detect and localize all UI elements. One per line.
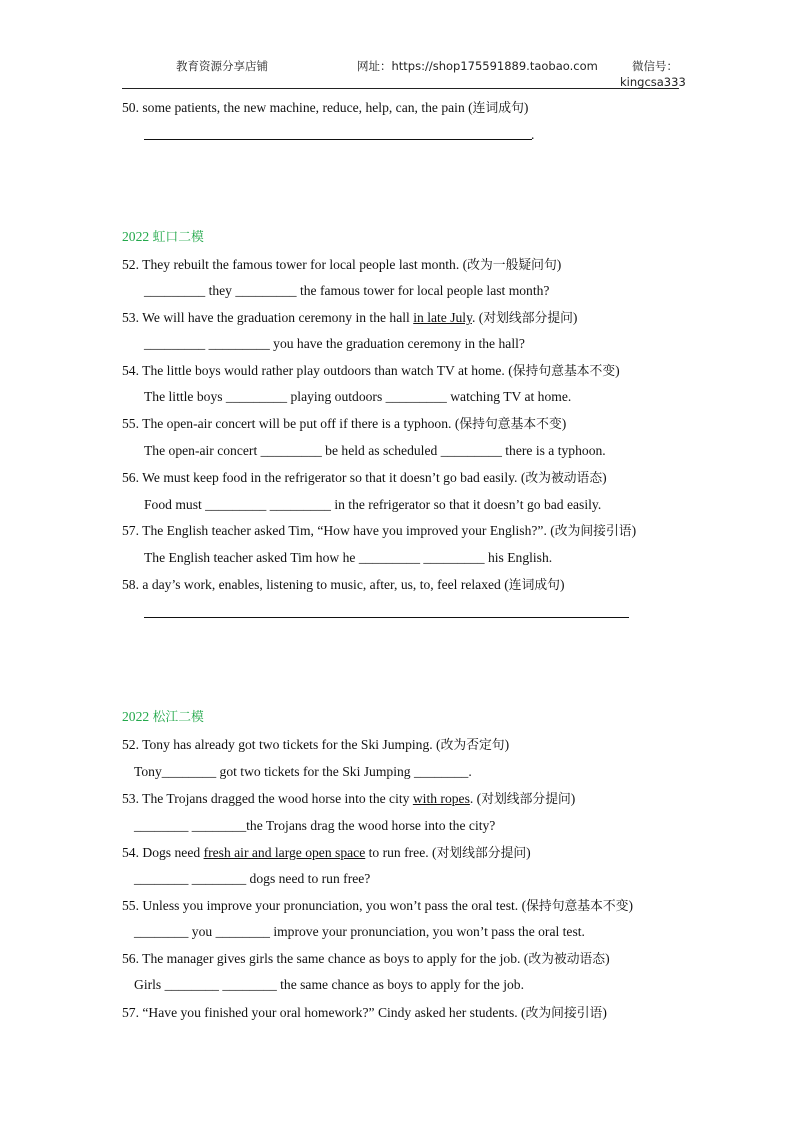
paren-close: ) — [556, 257, 562, 272]
hongkou-answer-53[interactable]: _________ _________ you have the graduation ceremony in the hall? — [144, 336, 525, 351]
instruction: 改为否定句 — [440, 738, 505, 753]
paren-close: ) — [628, 898, 634, 913]
question-text-end: . ( — [472, 310, 484, 325]
paren-close: ) — [602, 1005, 607, 1020]
section-name: 松江二模 — [152, 710, 204, 725]
instruction: 改为一般疑问句 — [467, 258, 557, 273]
question-text: 53. We will have the graduation ceremony in the hall — [122, 310, 414, 325]
instruction: 连词成句 — [508, 578, 560, 593]
instruction: 改为间接引语 — [554, 524, 632, 539]
question-text: 55. Unless you improve your pronunciation, you won’t pass the oral test. ( — [122, 898, 527, 913]
hongkou-question-55 — [122, 415, 566, 434]
hongkou-question-56 — [122, 469, 607, 488]
hongkou-question-57 — [122, 522, 636, 541]
paren-close: ) — [631, 523, 637, 538]
hongkou-answer-54[interactable]: The little boys _________ playing outdoors _________ watching TV at home. — [144, 389, 572, 404]
question-50 — [122, 99, 528, 118]
section-title-songjiang — [122, 708, 204, 727]
instruction: 保持句意基本不变 — [526, 899, 629, 914]
songjiang-answer-53[interactable]: ________ ________the Trojans drag the wood horse into the city? — [134, 818, 496, 833]
underlined-phrase: fresh air and large open space — [203, 845, 366, 860]
hongkou-question-58 — [122, 576, 564, 595]
wechat-id: kingcsa333 — [620, 75, 686, 89]
paren-close: ) — [561, 416, 567, 431]
underlined-phrase: in late July — [413, 310, 472, 325]
hongkou-question-54 — [122, 362, 620, 381]
hongkou-answer-55[interactable]: The open-air concert _________ be held as scheduled _________ there is a typhoon. — [144, 443, 606, 458]
paren-close: ) — [526, 845, 531, 860]
songjiang-answer-52[interactable]: Tony________ got two tickets for the Ski Jumping ________. — [134, 764, 472, 779]
songjiang-question-54 — [122, 844, 531, 863]
paren-close: ) — [602, 470, 607, 485]
paren-close: ) — [504, 737, 510, 752]
answer-line-58[interactable] — [144, 617, 629, 618]
instruction: 保持句意基本不变 — [459, 417, 562, 432]
question-text: 52. They rebuilt the famous tower for local people last month. ( — [122, 257, 468, 272]
question-text: 52. Tony has already got two tickets for the Ski Jumping. ( — [122, 737, 441, 752]
songjiang-answer-54[interactable]: ________ ________ dogs need to run free? — [134, 871, 371, 886]
question-text: 53. The Trojans dragged the wood horse into the city — [122, 791, 413, 806]
hongkou-answer-57[interactable]: The English teacher asked Tim how he _________ _________ his English. — [144, 550, 553, 565]
wechat-info — [620, 58, 686, 90]
shop-name: 教育资源分享店铺 — [176, 59, 268, 73]
question-text: 57. “Have you finished your oral homework?” Cindy asked her students. ( — [122, 1005, 526, 1020]
songjiang-question-53 — [122, 790, 575, 809]
shop-url[interactable]: 网址：https://shop175591889.taobao.com — [357, 59, 598, 73]
songjiang-question-55 — [122, 897, 633, 916]
question-text: 50. some patients, the new machine, reduce, help, can, the pain ( — [122, 100, 473, 115]
hongkou-question-53 — [122, 309, 577, 328]
instruction: 连词成句 — [472, 101, 524, 116]
songjiang-question-56 — [122, 950, 610, 969]
question-text: 58. a day’s work, enables, listening to music, after, us, to, feel relaxed ( — [122, 577, 509, 592]
instruction: 改为间接引语 — [525, 1006, 603, 1021]
header-divider — [122, 88, 679, 89]
page-header — [0, 56, 800, 96]
paren-close: ) — [572, 310, 578, 325]
songjiang-answer-55[interactable]: ________ you ________ improve your pronunciation, you won’t pass the oral test. — [134, 924, 585, 939]
instruction: 改为被动语态 — [525, 471, 603, 486]
instruction: 对划线部分提问 — [481, 792, 571, 807]
question-text: 54. The little boys would rather play outdoors than watch TV at home. ( — [122, 363, 513, 378]
hongkou-answer-56[interactable]: Food must _________ _________ in the refrigerator so that it doesn’t go bad easily. — [144, 497, 602, 512]
paren-close: ) — [615, 363, 620, 378]
instruction: 保持句意基本不变 — [512, 364, 616, 379]
hongkou-question-52 — [122, 256, 561, 275]
answer-line-50[interactable] — [144, 139, 532, 140]
answer-period: . — [531, 127, 535, 142]
paren-close: ) — [523, 100, 529, 115]
paren-close: ) — [570, 791, 576, 806]
instruction: 改为被动语态 — [528, 952, 606, 967]
instruction: 对划线部分提问 — [483, 311, 573, 326]
section-year: 2022 — [122, 229, 153, 244]
section-name: 虹口二模 — [152, 230, 204, 245]
paren-close: ) — [605, 951, 610, 966]
paren-close: ) — [559, 577, 565, 592]
question-text: 54. Dogs need — [122, 845, 204, 860]
hongkou-answer-52[interactable]: _________ they _________ the famous tower for local people last month? — [144, 283, 550, 298]
question-text: 55. The open-air concert will be put off if there is a typhoon. ( — [122, 416, 460, 431]
underlined-phrase: with ropes — [412, 791, 470, 806]
section-title-hongkou — [122, 228, 204, 247]
question-text: 56. We must keep food in the refrigerator so that it doesn’t go bad easily. ( — [122, 470, 526, 485]
songjiang-question-52 — [122, 736, 509, 755]
section-year: 2022 — [122, 709, 153, 724]
question-text-end: to run free. ( — [365, 845, 437, 860]
question-text-end: . ( — [469, 791, 482, 806]
question-text: 57. The English teacher asked Tim, “How have you improved your English?”. ( — [122, 523, 555, 538]
songjiang-question-57 — [122, 1004, 607, 1023]
wechat-label: 微信号： — [632, 59, 678, 73]
instruction: 对划线部分提问 — [436, 846, 527, 861]
question-text: 56. The manager gives girls the same chance as boys to apply for the job. ( — [122, 951, 529, 966]
songjiang-answer-56[interactable]: Girls ________ ________ the same chance as boys to apply for the job. — [134, 977, 524, 992]
